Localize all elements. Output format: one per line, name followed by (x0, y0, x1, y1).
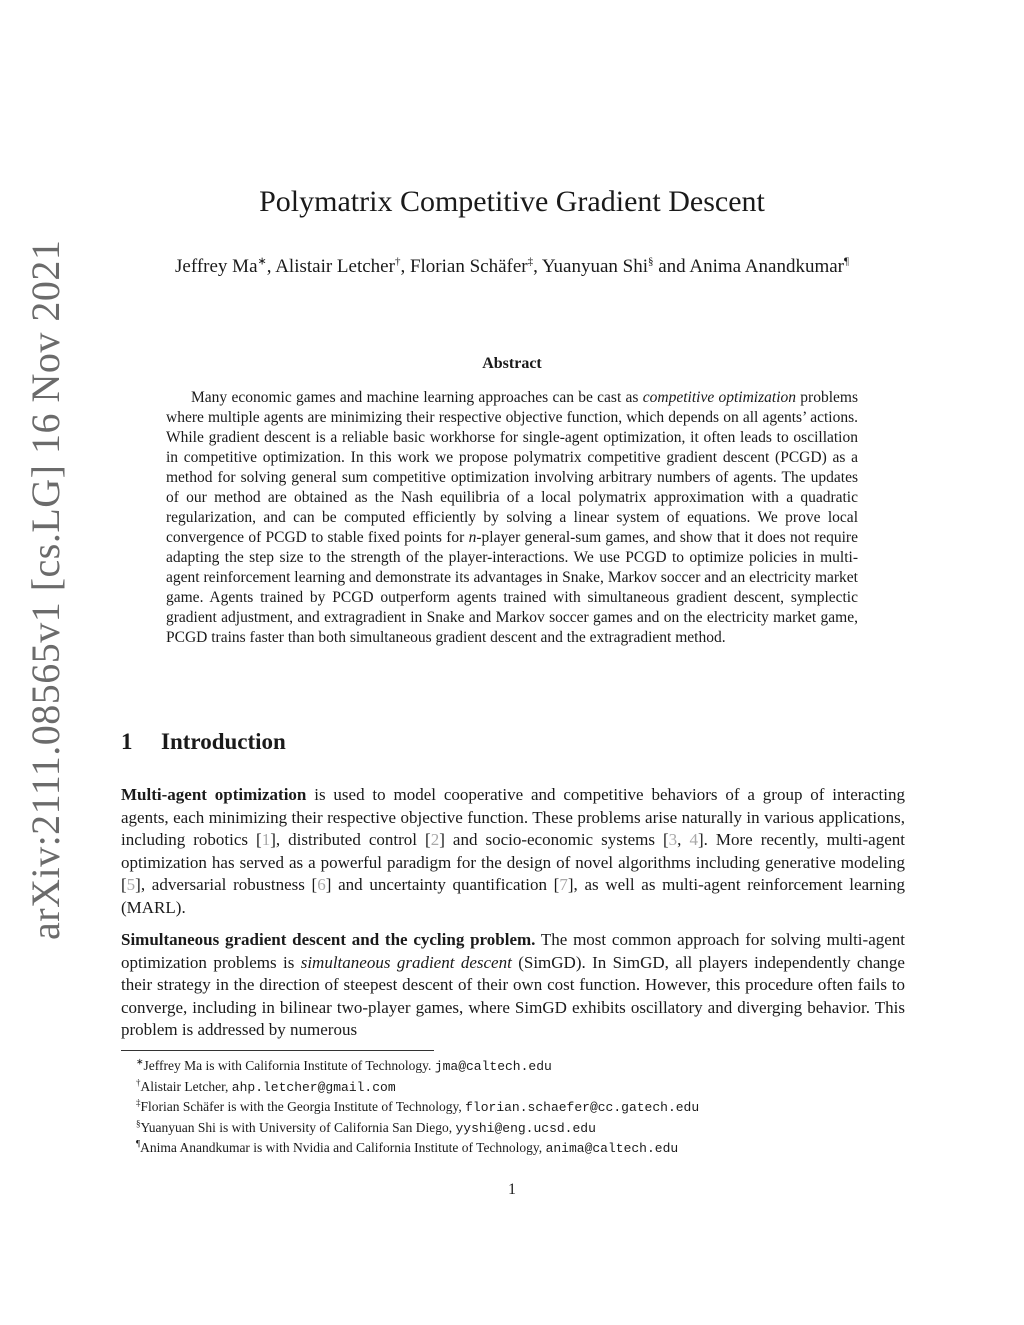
author-list: Jeffrey Ma∗, Alistair Letcher†, Florian Schäfer‡, Yuanyuan Shi§ and Anima Anandkumar¶ (175, 255, 849, 277)
paper-title: Polymatrix Competitive Gradient Descent (259, 185, 765, 218)
citation-link[interactable]: 7 (559, 875, 568, 894)
footnote: §Yuanyuan Shi is with University of California San Diego, yyshi@eng.ucsd.edu (136, 1118, 596, 1136)
email-link[interactable]: ahp.letcher@gmail.com (231, 1079, 396, 1095)
footnote-divider (121, 1050, 434, 1051)
footnote: ¶Anima Anandkumar is with Nvidia and California Institute of Technology, anima@caltech.edu (136, 1138, 679, 1156)
section-heading (121, 729, 286, 755)
author-name: Yuanyuan Shi (541, 256, 648, 277)
section-number: 1 (121, 729, 133, 754)
abstract-body: Many economic games and machine learning approaches can be cast as competitive optimization problems where multiple agents are minimizing their respective objective function, which depends on all agents’ actions. While gradient descent is a reliable basic workhorse for single-agent optimization, it often leads to oscillation in competitive optimization. In this work we propose polymatrix competitive gradient descent (PCGD) as a method for solving general sum competitive optimization involving arbitrary numbers of agents. The updates of our method are obtained as the Nash equilibria of a local polymatrix approximation with a quadratic regularization, and can be computed efficiently by solving a linear system of equations. We prove local convergence of PCGD to stable fixed points for n-player general-sum games, and show that it does not require adapting the step size to the strength of the player-interactions. We use PCGD to optimize policies in multi-agent reinforcement learning and demonstrate its advantages in Snake, Markov soccer and an electricity market game. Agents trained by PCGD outperform agents trained with simultaneous gradient descent, symplectic gradient adjustment, and extragradient in Snake and Markov soccer games and on the electricity market game, PCGD trains faster than both simultaneous gradient descent and the extragradient method. (166, 389, 858, 646)
author-mark: ¶ (843, 255, 849, 268)
citation-link[interactable]: 2 (430, 830, 440, 849)
paragraph-lead: Multi-agent optimization (121, 785, 307, 804)
author-name: Anima Anandkumar (689, 256, 844, 277)
section-title: Introduction (161, 729, 286, 754)
footnotes (136, 1056, 906, 1159)
footnote: ‡Florian Schäfer is with the Georgia Institute of Technology, florian.schaefer@cc.gatech.edu (136, 1097, 700, 1115)
author-mark: ‡ (527, 255, 534, 268)
author-name: Jeffrey Ma (175, 256, 258, 277)
author-name: Florian Schäfer (409, 256, 528, 277)
intro-paragraph-2: Simultaneous gradient descent and the cycling problem. The most common approach for solving multi-agent optimization problems is simultaneous gradient descent (SimGD). In SimGD, all players independently change their strategy in the direction of steepest descent of their own cost function. However, this procedure often fails to converge, including in bilinear two-player games, where SimGD exhibits oscillatory and diverging behavior. This problem is addressed by numerous (121, 930, 906, 1039)
citation-link[interactable]: 3 (668, 830, 678, 849)
author-name: Alistair Letcher (275, 256, 395, 277)
email-link[interactable]: jma@caltech.edu (434, 1059, 552, 1074)
email-link[interactable]: anima@caltech.edu (545, 1141, 679, 1156)
abstract-italic: competitive optimization (642, 389, 797, 406)
abstract-heading: Abstract (482, 355, 542, 372)
page-number: 1 (508, 1181, 516, 1198)
email-link[interactable]: florian.schaefer@cc.gatech.edu (465, 1100, 700, 1115)
intro-paragraph-1: Multi-agent optimization is used to model cooperative and competitive behaviors of a group of interacting agents, each minimizing their respective objective function. These problems arise naturally in various applications, including robotics [1], distributed control [2] and socio-economic systems [3, 4]. More recently, multi-agent optimization has served as a powerful paradigm for the design of novel algorithms including generative modeling [5], adversarial robustness [6] and uncertainty quantification [7], as well as multi-agent reinforcement learning (MARL). (121, 785, 905, 917)
citation-link[interactable]: 1 (261, 830, 271, 849)
citation-link[interactable]: 5 (126, 875, 136, 894)
author-mark: † (394, 255, 401, 268)
paragraph-lead: Simultaneous gradient descent and the cycling problem. (121, 930, 536, 949)
abstract-italic-n: n (468, 529, 477, 546)
citation-link[interactable]: 6 (317, 875, 326, 894)
email-link[interactable]: yyshi@eng.ucsd.edu (455, 1120, 596, 1136)
author-mark: ∗ (257, 255, 267, 268)
citation-link[interactable]: 4 (689, 830, 698, 849)
simgd-italic: simultaneous gradient descent (300, 952, 512, 972)
author-mark: § (647, 255, 654, 268)
footnote: †Alistair Letcher, ahp.letcher@gmail.com (136, 1077, 396, 1095)
arxiv-stamp: arXiv:2111.08565v1 [cs.LG] 16 Nov 2021 (23, 239, 68, 940)
footnote: ∗Jeffrey Ma is with California Institute of Technology. jma@caltech.edu (136, 1056, 552, 1074)
